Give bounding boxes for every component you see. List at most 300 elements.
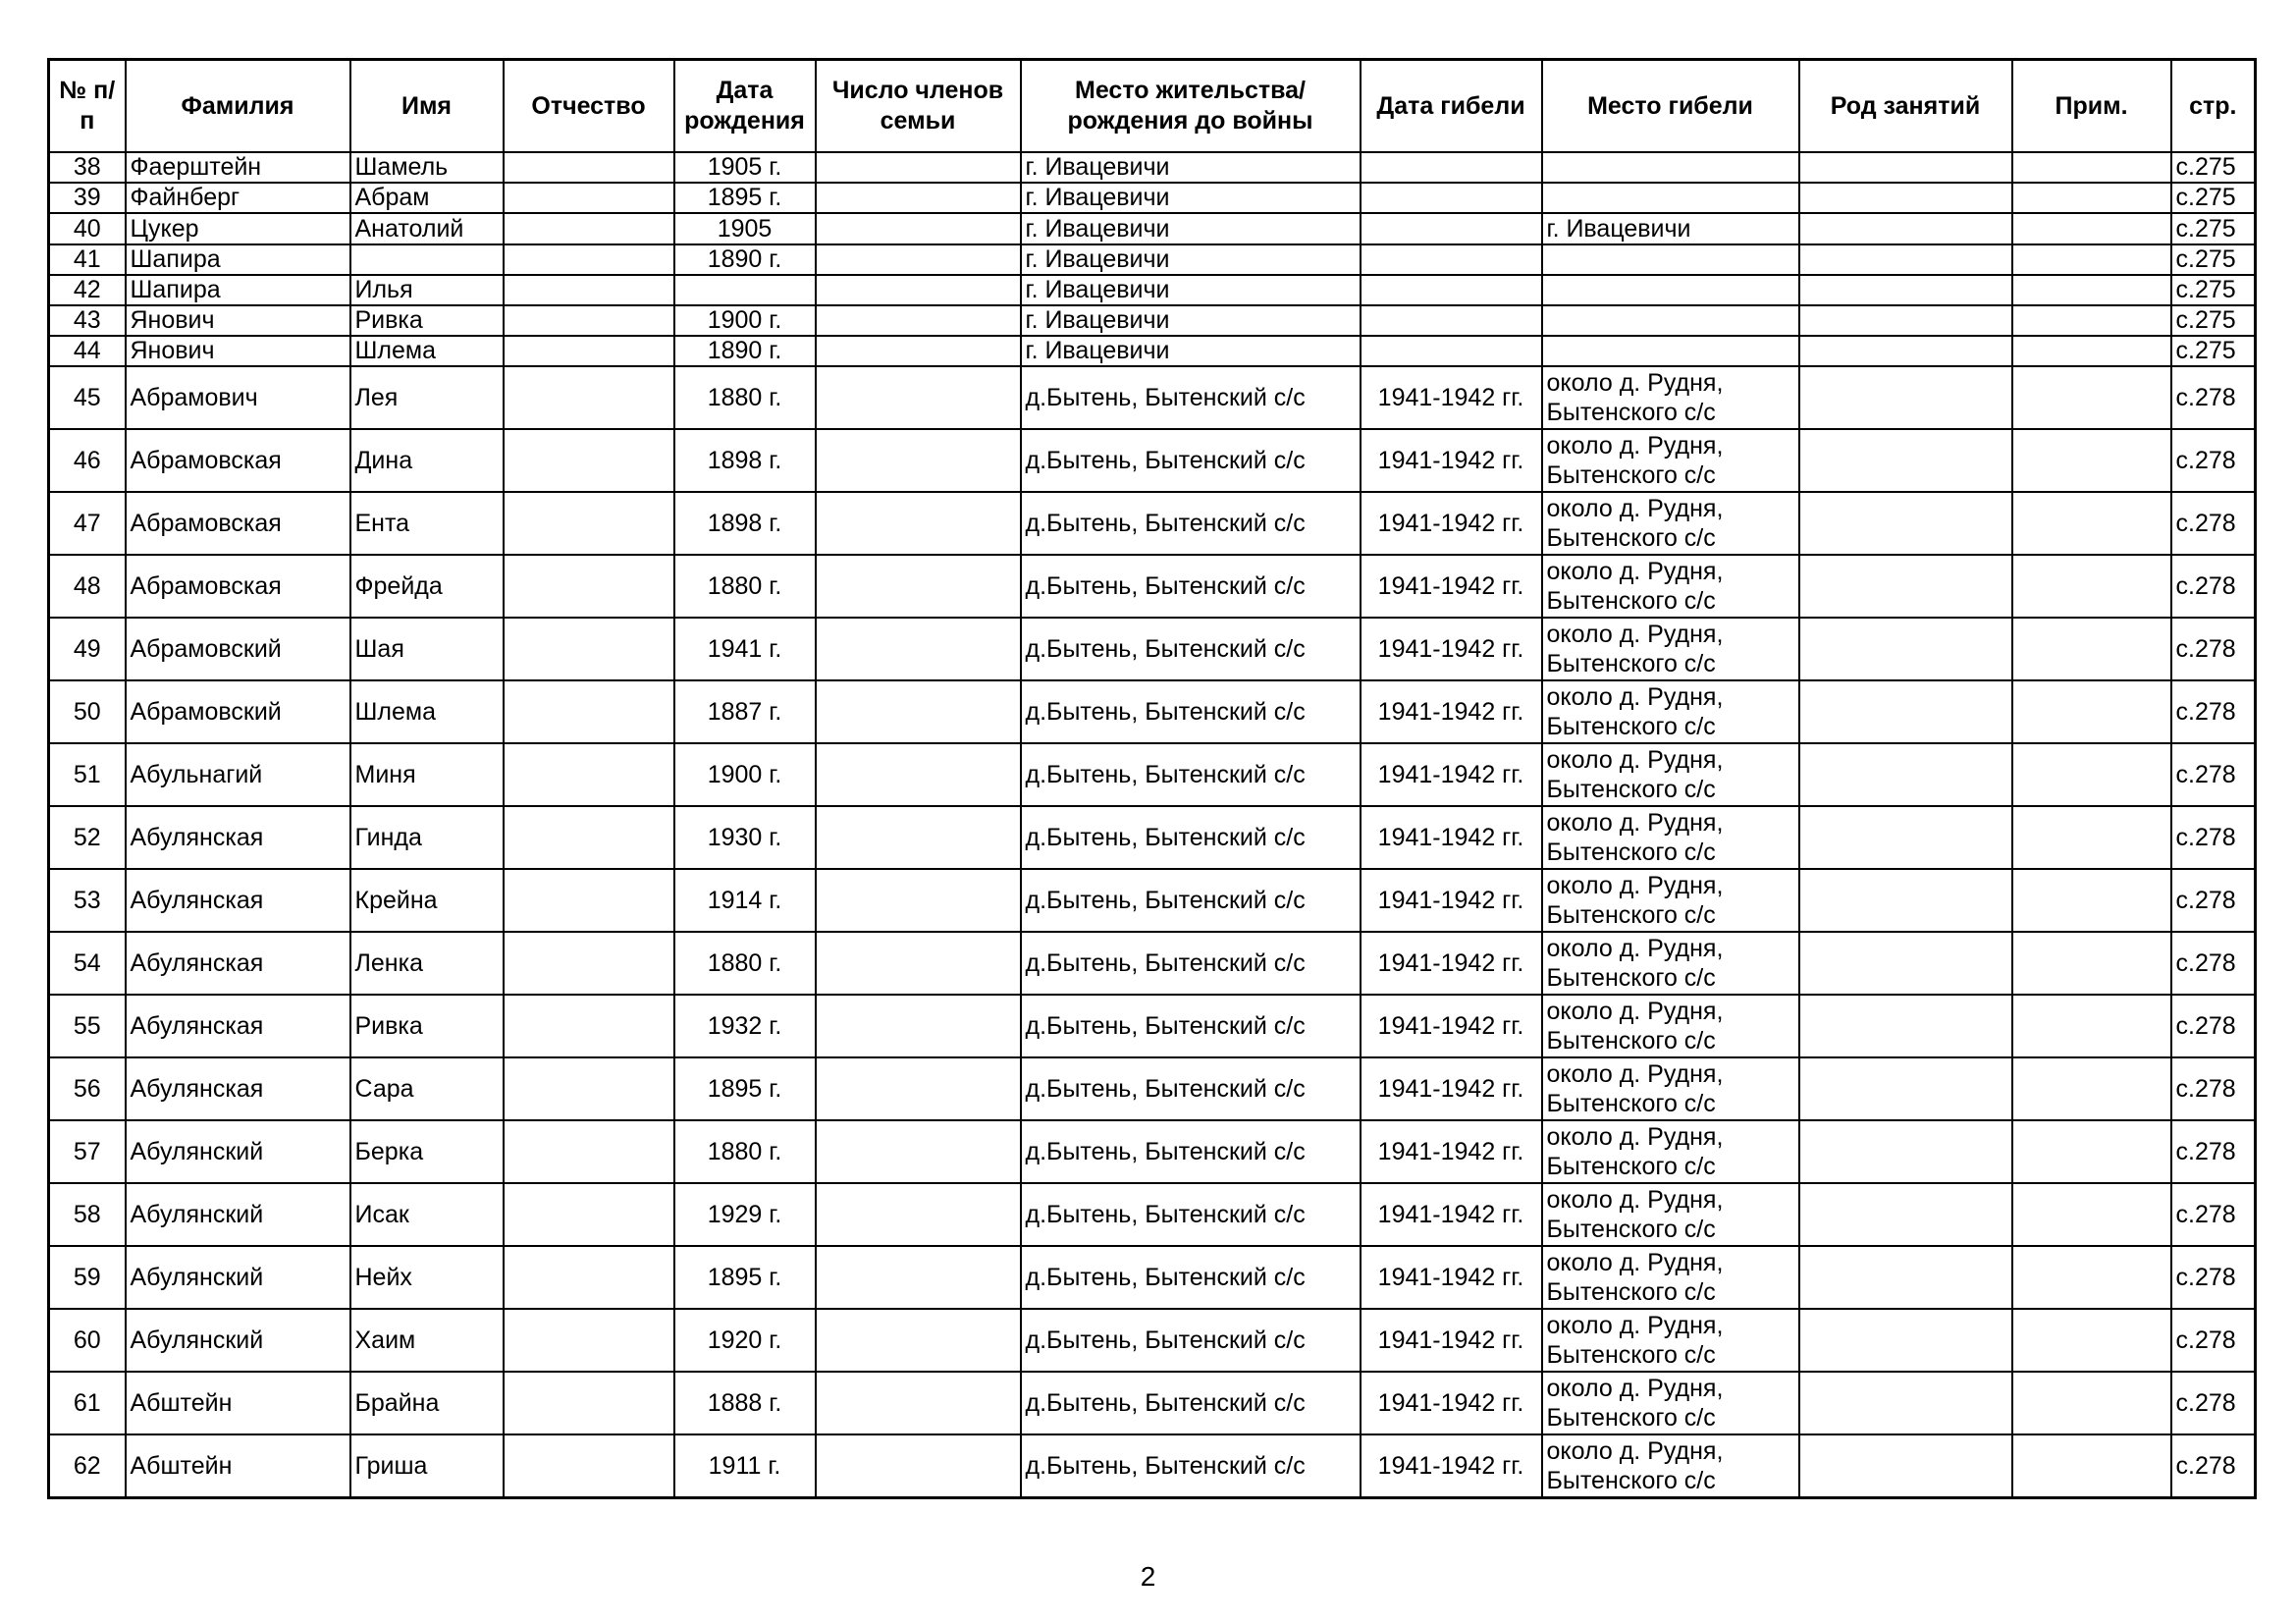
cell-death-place: около д. Рудня, Бытенского с/с — [1542, 492, 1799, 555]
cell-family-members — [816, 1183, 1021, 1246]
cell-family-members — [816, 1057, 1021, 1120]
cell-patronymic — [504, 244, 674, 275]
cell-residence: д.Бытень, Бытенский с/с — [1021, 995, 1361, 1057]
cell-name: Ривка — [350, 305, 504, 336]
cell-death-date — [1361, 336, 1542, 366]
cell-note — [2012, 1120, 2171, 1183]
cell-family-members — [816, 869, 1021, 932]
cell-family-members — [816, 806, 1021, 869]
cell-patronymic — [504, 1434, 674, 1498]
col-header-death-date: Дата гибели — [1361, 60, 1542, 153]
cell-birth-date: 1932 г. — [674, 995, 816, 1057]
cell-page: с.278 — [2171, 743, 2256, 806]
cell-family-members — [816, 275, 1021, 305]
cell-birth-date: 1900 г. — [674, 305, 816, 336]
cell-occupation — [1799, 366, 2012, 429]
cell-name: Нейх — [350, 1246, 504, 1309]
cell-occupation — [1799, 152, 2012, 183]
cell-note — [2012, 680, 2171, 743]
cell-death-date — [1361, 183, 1542, 213]
cell-surname: Шапира — [126, 275, 350, 305]
col-header-family-members: Число членов семьи — [816, 60, 1021, 153]
cell-number: 58 — [49, 1183, 126, 1246]
cell-residence: д.Бытень, Бытенский с/с — [1021, 1434, 1361, 1498]
cell-residence: д.Бытень, Бытенский с/с — [1021, 1309, 1361, 1372]
cell-death-place: около д. Рудня, Бытенского с/с — [1542, 806, 1799, 869]
cell-patronymic — [504, 555, 674, 618]
cell-note — [2012, 244, 2171, 275]
table-row — [49, 1120, 2256, 1183]
cell-occupation — [1799, 492, 2012, 555]
col-header-page: стр. — [2171, 60, 2256, 153]
cell-page: с.278 — [2171, 1434, 2256, 1498]
cell-death-place — [1542, 152, 1799, 183]
cell-death-date: 1941-1942 гг. — [1361, 932, 1542, 995]
cell-family-members — [816, 336, 1021, 366]
cell-occupation — [1799, 213, 2012, 244]
cell-number: 43 — [49, 305, 126, 336]
cell-patronymic — [504, 869, 674, 932]
table-row — [49, 1309, 2256, 1372]
cell-occupation — [1799, 1434, 2012, 1498]
cell-number: 46 — [49, 429, 126, 492]
cell-family-members — [816, 492, 1021, 555]
cell-family-members — [816, 680, 1021, 743]
cell-name: Гинда — [350, 806, 504, 869]
cell-surname: Абрамовская — [126, 492, 350, 555]
cell-name: Миня — [350, 743, 504, 806]
cell-surname: Абрамовский — [126, 618, 350, 680]
cell-surname: Абулянская — [126, 869, 350, 932]
cell-number: 42 — [49, 275, 126, 305]
cell-name: Ленка — [350, 932, 504, 995]
table-row — [49, 1434, 2256, 1498]
cell-surname: Янович — [126, 305, 350, 336]
cell-patronymic — [504, 1183, 674, 1246]
cell-death-date: 1941-1942 гг. — [1361, 1372, 1542, 1434]
cell-occupation — [1799, 680, 2012, 743]
cell-number: 45 — [49, 366, 126, 429]
cell-death-place: около д. Рудня, Бытенского с/с — [1542, 1434, 1799, 1498]
cell-note — [2012, 869, 2171, 932]
cell-surname: Абрамович — [126, 366, 350, 429]
cell-residence: д.Бытень, Бытенский с/с — [1021, 1183, 1361, 1246]
cell-number: 49 — [49, 618, 126, 680]
cell-family-members — [816, 183, 1021, 213]
cell-number: 62 — [49, 1434, 126, 1498]
cell-note — [2012, 1183, 2171, 1246]
cell-surname: Абулянская — [126, 995, 350, 1057]
cell-number: 40 — [49, 213, 126, 244]
cell-name: Шая — [350, 618, 504, 680]
table-row — [49, 618, 2256, 680]
cell-page: с.275 — [2171, 152, 2256, 183]
cell-patronymic — [504, 932, 674, 995]
cell-page: с.275 — [2171, 305, 2256, 336]
cell-family-members — [816, 244, 1021, 275]
cell-number: 47 — [49, 492, 126, 555]
cell-number: 54 — [49, 932, 126, 995]
cell-name: Исак — [350, 1183, 504, 1246]
cell-death-place — [1542, 244, 1799, 275]
cell-birth-date: 1880 г. — [674, 555, 816, 618]
table-row — [49, 366, 2256, 429]
cell-residence: д.Бытень, Бытенский с/с — [1021, 1057, 1361, 1120]
cell-occupation — [1799, 555, 2012, 618]
cell-family-members — [816, 152, 1021, 183]
cell-surname: Абулянский — [126, 1309, 350, 1372]
cell-name: Ента — [350, 492, 504, 555]
cell-patronymic — [504, 1246, 674, 1309]
cell-number: 39 — [49, 183, 126, 213]
cell-name: Илья — [350, 275, 504, 305]
cell-death-place: около д. Рудня, Бытенского с/с — [1542, 932, 1799, 995]
cell-page: с.278 — [2171, 1372, 2256, 1434]
cell-patronymic — [504, 806, 674, 869]
cell-birth-date: 1887 г. — [674, 680, 816, 743]
cell-patronymic — [504, 213, 674, 244]
table-row — [49, 336, 2256, 366]
cell-death-date: 1941-1942 гг. — [1361, 429, 1542, 492]
cell-birth-date: 1880 г. — [674, 932, 816, 995]
cell-death-date: 1941-1942 гг. — [1361, 1120, 1542, 1183]
cell-patronymic — [504, 183, 674, 213]
cell-occupation — [1799, 1309, 2012, 1372]
cell-birth-date: 1905 г. — [674, 152, 816, 183]
col-header-surname: Фамилия — [126, 60, 350, 153]
cell-patronymic — [504, 1120, 674, 1183]
cell-death-place: около д. Рудня, Бытенского с/с — [1542, 429, 1799, 492]
cell-occupation — [1799, 305, 2012, 336]
cell-note — [2012, 1309, 2171, 1372]
table-row — [49, 1246, 2256, 1309]
cell-family-members — [816, 932, 1021, 995]
cell-note — [2012, 366, 2171, 429]
table-row — [49, 213, 2256, 244]
cell-note — [2012, 336, 2171, 366]
cell-number: 61 — [49, 1372, 126, 1434]
cell-death-place — [1542, 336, 1799, 366]
cell-death-date — [1361, 213, 1542, 244]
cell-death-date: 1941-1942 гг. — [1361, 995, 1542, 1057]
cell-occupation — [1799, 1057, 2012, 1120]
table-row — [49, 275, 2256, 305]
cell-death-date: 1941-1942 гг. — [1361, 1183, 1542, 1246]
cell-death-place: около д. Рудня, Бытенского с/с — [1542, 555, 1799, 618]
cell-birth-date: 1880 г. — [674, 1120, 816, 1183]
cell-death-place: около д. Рудня, Бытенского с/с — [1542, 743, 1799, 806]
cell-patronymic — [504, 1309, 674, 1372]
cell-name: Берка — [350, 1120, 504, 1183]
cell-name — [350, 244, 504, 275]
cell-name: Шамель — [350, 152, 504, 183]
table-row — [49, 429, 2256, 492]
cell-residence: д.Бытень, Бытенский с/с — [1021, 555, 1361, 618]
cell-residence: г. Ивацевичи — [1021, 305, 1361, 336]
cell-note — [2012, 806, 2171, 869]
cell-surname: Абулянская — [126, 806, 350, 869]
cell-residence: д.Бытень, Бытенский с/с — [1021, 618, 1361, 680]
col-header-note: Прим. — [2012, 60, 2171, 153]
cell-page: с.278 — [2171, 1057, 2256, 1120]
cell-birth-date: 1890 г. — [674, 244, 816, 275]
cell-name: Фрейда — [350, 555, 504, 618]
cell-death-date: 1941-1942 гг. — [1361, 1246, 1542, 1309]
cell-death-date: 1941-1942 гг. — [1361, 743, 1542, 806]
cell-death-place: около д. Рудня, Бытенского с/с — [1542, 995, 1799, 1057]
cell-name: Гриша — [350, 1434, 504, 1498]
cell-residence: д.Бытень, Бытенский с/с — [1021, 932, 1361, 995]
cell-page: с.278 — [2171, 366, 2256, 429]
col-header-patronymic: Отчество — [504, 60, 674, 153]
cell-death-place: около д. Рудня, Бытенского с/с — [1542, 1057, 1799, 1120]
cell-name: Шлема — [350, 336, 504, 366]
cell-family-members — [816, 429, 1021, 492]
cell-family-members — [816, 213, 1021, 244]
cell-surname: Абулянский — [126, 1246, 350, 1309]
table-row — [49, 152, 2256, 183]
cell-birth-date: 1895 г. — [674, 1057, 816, 1120]
cell-occupation — [1799, 618, 2012, 680]
cell-family-members — [816, 618, 1021, 680]
cell-page: с.278 — [2171, 869, 2256, 932]
table-row — [49, 1372, 2256, 1434]
cell-page: с.278 — [2171, 806, 2256, 869]
cell-patronymic — [504, 743, 674, 806]
cell-page: с.278 — [2171, 555, 2256, 618]
cell-patronymic — [504, 305, 674, 336]
cell-page: с.278 — [2171, 429, 2256, 492]
table-row — [49, 680, 2256, 743]
cell-surname: Абулянская — [126, 932, 350, 995]
cell-patronymic — [504, 995, 674, 1057]
cell-patronymic — [504, 492, 674, 555]
cell-patronymic — [504, 680, 674, 743]
cell-number: 57 — [49, 1120, 126, 1183]
table-row — [49, 1183, 2256, 1246]
table-body — [49, 152, 2256, 1498]
cell-note — [2012, 152, 2171, 183]
cell-page: с.278 — [2171, 1309, 2256, 1372]
cell-patronymic — [504, 429, 674, 492]
cell-family-members — [816, 1309, 1021, 1372]
cell-name: Брайна — [350, 1372, 504, 1434]
cell-birth-date: 1929 г. — [674, 1183, 816, 1246]
table-row — [49, 492, 2256, 555]
cell-name: Лея — [350, 366, 504, 429]
cell-residence: д.Бытень, Бытенский с/с — [1021, 1372, 1361, 1434]
cell-name: Дина — [350, 429, 504, 492]
cell-name: Крейна — [350, 869, 504, 932]
cell-death-place — [1542, 183, 1799, 213]
cell-birth-date: 1900 г. — [674, 743, 816, 806]
cell-death-place: около д. Рудня, Бытенского с/с — [1542, 869, 1799, 932]
cell-number: 44 — [49, 336, 126, 366]
cell-number: 41 — [49, 244, 126, 275]
cell-surname: Шапира — [126, 244, 350, 275]
cell-number: 53 — [49, 869, 126, 932]
cell-family-members — [816, 743, 1021, 806]
cell-page: с.278 — [2171, 618, 2256, 680]
cell-residence: д.Бытень, Бытенский с/с — [1021, 1120, 1361, 1183]
cell-family-members — [816, 305, 1021, 336]
cell-residence: г. Ивацевичи — [1021, 244, 1361, 275]
cell-residence: г. Ивацевичи — [1021, 275, 1361, 305]
cell-surname: Цукер — [126, 213, 350, 244]
col-header-name: Имя — [350, 60, 504, 153]
table-row — [49, 1057, 2256, 1120]
cell-note — [2012, 555, 2171, 618]
cell-residence: д.Бытень, Бытенский с/с — [1021, 806, 1361, 869]
cell-occupation — [1799, 1183, 2012, 1246]
cell-name: Абрам — [350, 183, 504, 213]
cell-note — [2012, 213, 2171, 244]
cell-occupation — [1799, 183, 2012, 213]
cell-note — [2012, 743, 2171, 806]
cell-number: 48 — [49, 555, 126, 618]
cell-surname: Абштейн — [126, 1434, 350, 1498]
cell-patronymic — [504, 366, 674, 429]
cell-number: 56 — [49, 1057, 126, 1120]
cell-death-place: около д. Рудня, Бытенского с/с — [1542, 618, 1799, 680]
table-row — [49, 183, 2256, 213]
cell-birth-date: 1930 г. — [674, 806, 816, 869]
cell-death-date: 1941-1942 гг. — [1361, 492, 1542, 555]
cell-death-date — [1361, 244, 1542, 275]
cell-occupation — [1799, 1246, 2012, 1309]
cell-name: Сара — [350, 1057, 504, 1120]
cell-residence: д.Бытень, Бытенский с/с — [1021, 492, 1361, 555]
col-header-number: № п/п — [49, 60, 126, 153]
cell-page: с.275 — [2171, 244, 2256, 275]
cell-name: Анатолий — [350, 213, 504, 244]
cell-birth-date: 1920 г. — [674, 1309, 816, 1372]
cell-number: 60 — [49, 1309, 126, 1372]
cell-occupation — [1799, 244, 2012, 275]
cell-surname: Файнберг — [126, 183, 350, 213]
cell-death-place: около д. Рудня, Бытенского с/с — [1542, 680, 1799, 743]
cell-page: с.275 — [2171, 213, 2256, 244]
cell-note — [2012, 1057, 2171, 1120]
cell-death-date: 1941-1942 гг. — [1361, 806, 1542, 869]
table-row — [49, 869, 2256, 932]
cell-residence: г. Ивацевичи — [1021, 183, 1361, 213]
cell-death-date: 1941-1942 гг. — [1361, 366, 1542, 429]
cell-note — [2012, 1246, 2171, 1309]
cell-birth-date: 1911 г. — [674, 1434, 816, 1498]
cell-death-date: 1941-1942 гг. — [1361, 680, 1542, 743]
cell-surname: Янович — [126, 336, 350, 366]
cell-family-members — [816, 1434, 1021, 1498]
cell-death-date: 1941-1942 гг. — [1361, 618, 1542, 680]
cell-birth-date: 1905 — [674, 213, 816, 244]
col-header-death-place: Место гибели — [1542, 60, 1799, 153]
cell-surname: Абрамовская — [126, 429, 350, 492]
cell-surname: Абштейн — [126, 1372, 350, 1434]
cell-death-date — [1361, 275, 1542, 305]
cell-note — [2012, 492, 2171, 555]
cell-residence: д.Бытень, Бытенский с/с — [1021, 869, 1361, 932]
cell-death-place: г. Ивацевичи — [1542, 213, 1799, 244]
cell-occupation — [1799, 1120, 2012, 1183]
cell-death-place — [1542, 275, 1799, 305]
cell-note — [2012, 429, 2171, 492]
cell-birth-date: 1895 г. — [674, 183, 816, 213]
cell-occupation — [1799, 429, 2012, 492]
cell-note — [2012, 1372, 2171, 1434]
cell-note — [2012, 618, 2171, 680]
cell-patronymic — [504, 336, 674, 366]
cell-birth-date: 1914 г. — [674, 869, 816, 932]
cell-surname: Абулянский — [126, 1120, 350, 1183]
cell-number: 50 — [49, 680, 126, 743]
cell-family-members — [816, 1120, 1021, 1183]
cell-surname: Абулянская — [126, 1057, 350, 1120]
cell-birth-date: 1895 г. — [674, 1246, 816, 1309]
cell-number: 51 — [49, 743, 126, 806]
cell-occupation — [1799, 869, 2012, 932]
cell-family-members — [816, 995, 1021, 1057]
cell-page: с.278 — [2171, 1120, 2256, 1183]
cell-residence: г. Ивацевичи — [1021, 213, 1361, 244]
col-header-birth-date: Дата рождения — [674, 60, 816, 153]
cell-family-members — [816, 1372, 1021, 1434]
cell-family-members — [816, 366, 1021, 429]
cell-death-date: 1941-1942 гг. — [1361, 1057, 1542, 1120]
cell-page: с.278 — [2171, 492, 2256, 555]
cell-death-place: около д. Рудня, Бытенского с/с — [1542, 366, 1799, 429]
cell-residence: г. Ивацевичи — [1021, 336, 1361, 366]
cell-page: с.275 — [2171, 183, 2256, 213]
cell-occupation — [1799, 995, 2012, 1057]
cell-patronymic — [504, 618, 674, 680]
cell-family-members — [816, 555, 1021, 618]
cell-death-place: около д. Рудня, Бытенского с/с — [1542, 1372, 1799, 1434]
cell-note — [2012, 275, 2171, 305]
table-row — [49, 806, 2256, 869]
cell-occupation — [1799, 932, 2012, 995]
cell-family-members — [816, 1246, 1021, 1309]
cell-note — [2012, 995, 2171, 1057]
cell-residence: д.Бытень, Бытенский с/с — [1021, 680, 1361, 743]
page-number: 2 — [1140, 1561, 1156, 1592]
cell-occupation — [1799, 275, 2012, 305]
cell-number: 59 — [49, 1246, 126, 1309]
cell-patronymic — [504, 275, 674, 305]
cell-death-place: около д. Рудня, Бытенского с/с — [1542, 1246, 1799, 1309]
cell-occupation — [1799, 1372, 2012, 1434]
cell-surname: Абрамовский — [126, 680, 350, 743]
cell-death-date: 1941-1942 гг. — [1361, 869, 1542, 932]
table-row — [49, 995, 2256, 1057]
cell-death-place: около д. Рудня, Бытенского с/с — [1542, 1183, 1799, 1246]
table-row — [49, 743, 2256, 806]
cell-residence: д.Бытень, Бытенский с/с — [1021, 1246, 1361, 1309]
cell-residence: д.Бытень, Бытенский с/с — [1021, 743, 1361, 806]
cell-birth-date: 1898 г. — [674, 492, 816, 555]
table-row — [49, 244, 2256, 275]
cell-note — [2012, 932, 2171, 995]
cell-death-date: 1941-1942 гг. — [1361, 1309, 1542, 1372]
cell-number: 38 — [49, 152, 126, 183]
cell-note — [2012, 183, 2171, 213]
cell-birth-date: 1880 г. — [674, 366, 816, 429]
cell-residence: д.Бытень, Бытенский с/с — [1021, 366, 1361, 429]
table-row — [49, 555, 2256, 618]
cell-surname: Абульнагий — [126, 743, 350, 806]
cell-death-date — [1361, 305, 1542, 336]
cell-number: 55 — [49, 995, 126, 1057]
